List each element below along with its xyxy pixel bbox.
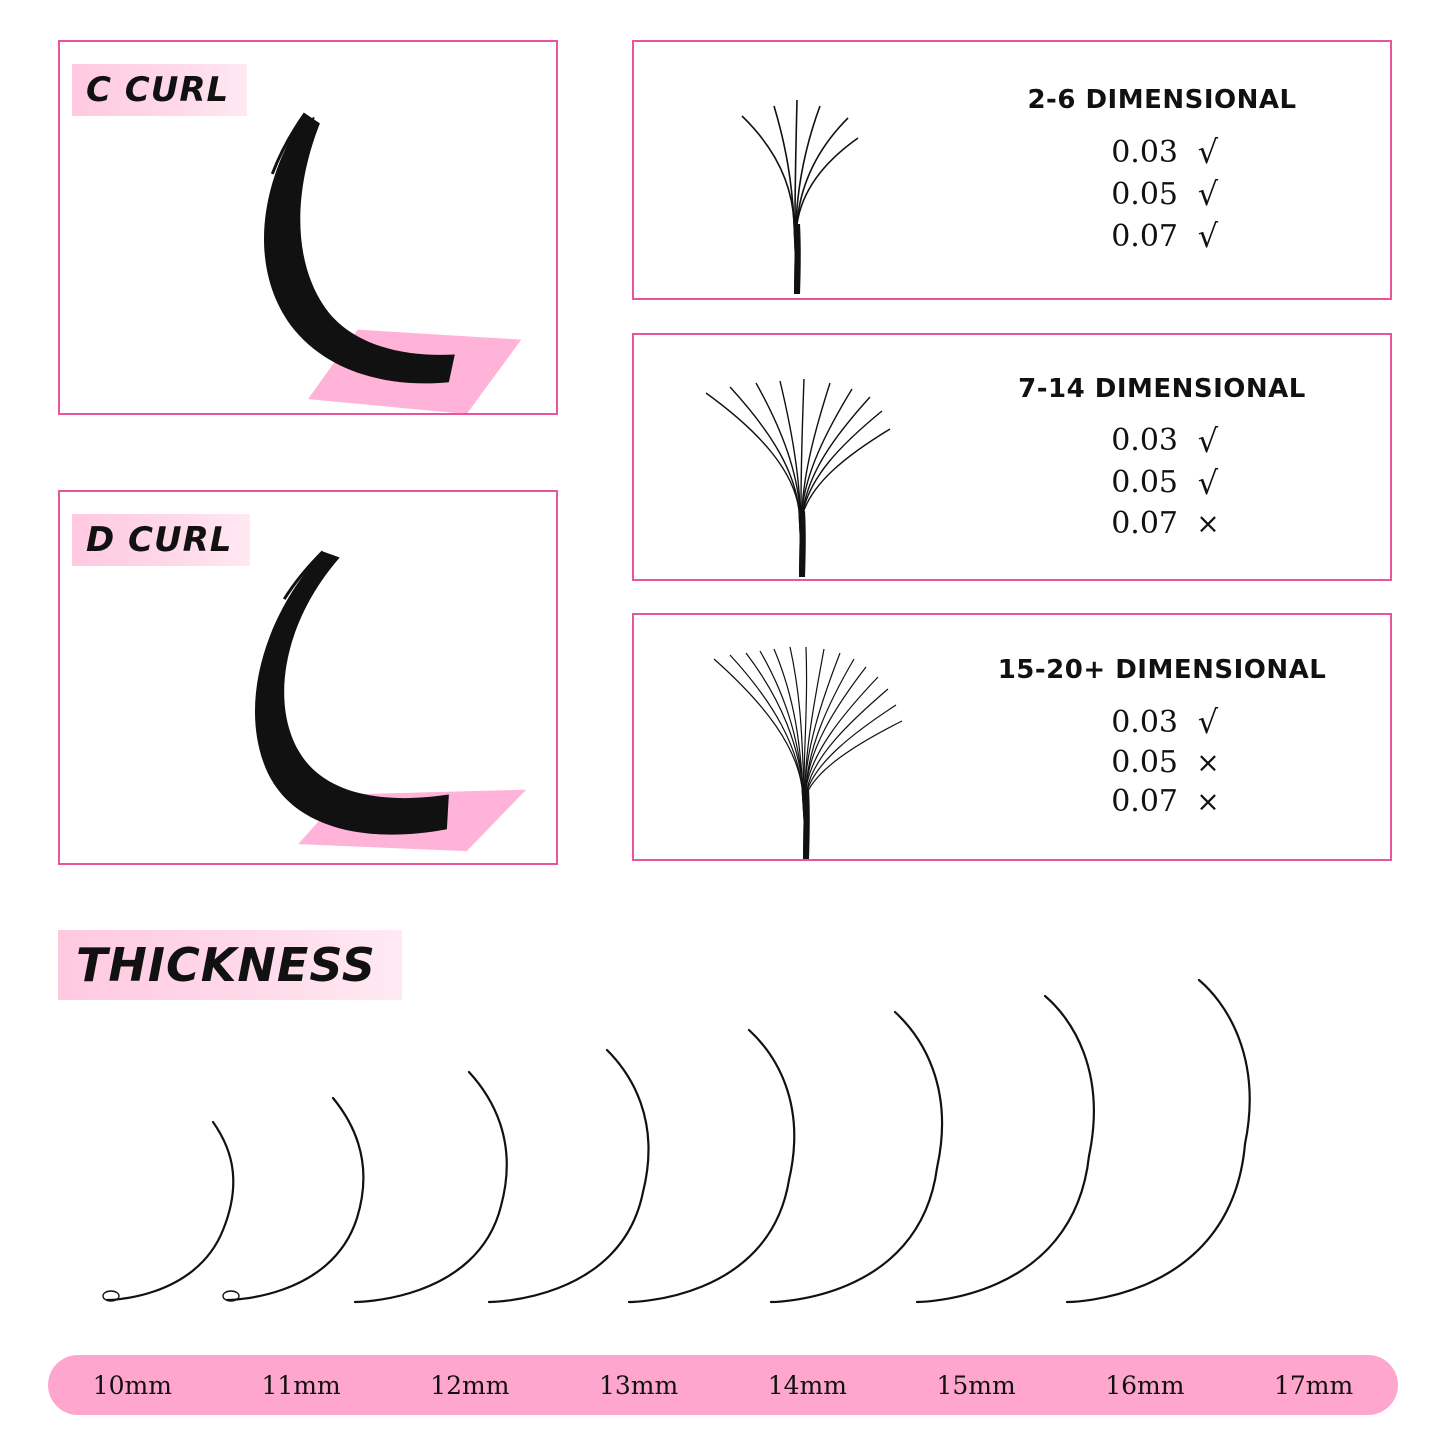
check-icon: √: [1197, 217, 1219, 255]
thickness-support-row: [1086, 175, 1238, 213]
length-label-17mm: 17mm: [1274, 1370, 1354, 1400]
check-icon: √: [1197, 421, 1219, 460]
fan-illustration-2-6: [634, 42, 954, 298]
thickness-value: 0.07: [1111, 784, 1178, 819]
lash-length-row: [45, 970, 1405, 1330]
dimension-title: 15-20+ DIMENSIONAL: [997, 655, 1327, 685]
check-icon: √: [1197, 703, 1219, 741]
thickness-value: 0.03: [1111, 704, 1178, 740]
thickness-value: 0.05: [1111, 465, 1178, 500]
thickness-section: [0, 900, 1445, 1445]
check-icon: √: [1197, 133, 1219, 171]
length-label-10mm: 10mm: [92, 1370, 172, 1400]
c-curl-label: C CURL: [72, 64, 247, 116]
dimension-panel-2-6: [632, 40, 1392, 300]
dimension-panel-7-14: [632, 333, 1392, 581]
thickness-support-list: [1086, 133, 1238, 255]
thickness-support-row: [1086, 133, 1238, 171]
length-scale-bar: [48, 1355, 1398, 1415]
length-label-13mm: 13mm: [599, 1370, 679, 1400]
d-curl-lash-body: [255, 552, 449, 835]
fan-illustration-15-20: [634, 615, 954, 859]
cross-icon: ×: [1196, 746, 1220, 779]
thickness-support-list: [1086, 422, 1238, 541]
thickness-support-row: [1086, 506, 1238, 541]
fan-illustration-7-14: [634, 335, 954, 579]
check-icon: √: [1197, 463, 1219, 502]
dimension-panel-15-20: [632, 613, 1392, 861]
thickness-value: 0.03: [1111, 423, 1178, 458]
dimension-title: 2-6 DIMENSIONAL: [1027, 85, 1297, 115]
thickness-support-row: [1086, 464, 1238, 502]
thickness-support-row: [1086, 745, 1238, 780]
cross-icon: ×: [1196, 506, 1220, 540]
length-label-14mm: 14mm: [767, 1370, 847, 1400]
length-label-16mm: 16mm: [1105, 1370, 1185, 1400]
dimension-info-7-14: [954, 374, 1390, 541]
thickness-value: 0.03: [1111, 134, 1178, 170]
cross-icon: ×: [1196, 785, 1220, 818]
dimension-info-15-20: [954, 655, 1390, 819]
lash-length-illustration: [45, 970, 1405, 1330]
check-icon: √: [1197, 175, 1219, 213]
length-label-15mm: 15mm: [936, 1370, 1016, 1400]
dimension-title: 7-14 DIMENSIONAL: [1018, 373, 1306, 404]
thickness-support-row: [1086, 703, 1238, 741]
thickness-value: 0.05: [1111, 176, 1178, 212]
length-label-12mm: 12mm: [430, 1370, 510, 1400]
c-curl-panel: [58, 40, 558, 415]
d-curl-panel: [58, 490, 558, 865]
thickness-value: 0.07: [1111, 218, 1178, 254]
dimension-info-2-6: [954, 85, 1390, 255]
thickness-support-row: [1086, 217, 1238, 255]
thickness-support-row: [1086, 422, 1238, 460]
thickness-support-list: [1086, 703, 1238, 819]
thickness-label: THICKNESS: [58, 930, 402, 1000]
length-label-11mm: 11mm: [261, 1370, 341, 1400]
thickness-value: 0.05: [1111, 745, 1178, 780]
thickness-support-row: [1086, 784, 1238, 819]
d-curl-label: D CURL: [72, 514, 250, 566]
thickness-value: 0.07: [1111, 505, 1178, 541]
